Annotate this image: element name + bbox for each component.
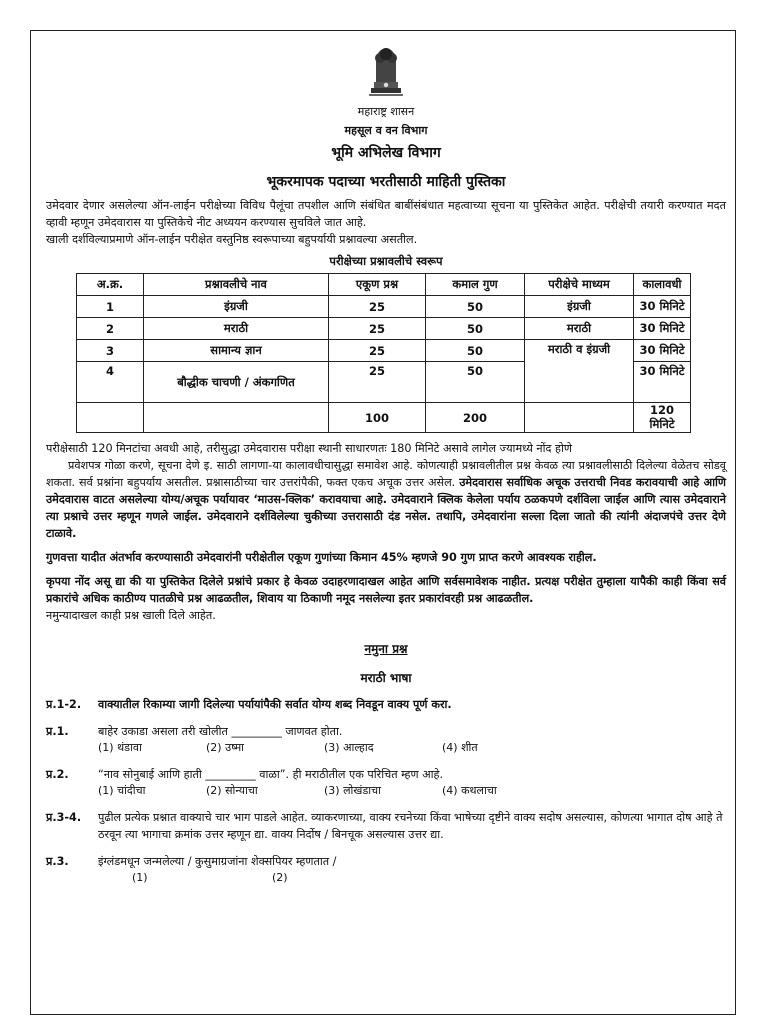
state-emblem-icon [363,40,409,98]
col-header-name: प्रश्नावलीचे नाव [144,274,329,296]
cell-name: मराठी [144,318,329,340]
exam-pattern-table [76,273,691,433]
cell-marks: 50 [426,340,525,362]
cell-questions: 25 [329,318,426,340]
question-2-options [98,783,726,799]
col-header-no: अ.क्र. [77,274,144,296]
language-heading: मराठी भाषा [360,671,412,685]
cell-medium: मराठी व इंग्रजी [525,340,634,403]
cell-marks: 50 [426,362,525,403]
table-row [77,318,691,340]
question-1-options [98,740,726,756]
cell-name: इंग्रजी [144,296,329,318]
question-number: प्र.1-2. [46,698,82,711]
time-paragraph [46,440,726,542]
question-text: इंग्लंडमधून जन्मलेल्या / कुसुमाग्रजांना शेक्सपियर म्हणतात / [98,855,337,868]
option-2: (2) उष्मा [206,741,245,754]
cell-marks: 50 [426,318,525,340]
note-paragraph: कृपया नोंद असू द्या की या पुस्तिकेत दिलेले प्रश्नांचे प्रकार हे केवळ उदाहरणादाखल आहेत आणि सर्वसमावेशक नाहीत. प्रत्यक्ष परीक्षेत तुम्हाला यापैकी काही किंवा सर्व प्रकारांचे अधिक काठीण्य पातळीचे प्रश्न आढळतील, शिवाय या ठिकाणी नमूद नसलेल्या इतर प्रकारांवरही प्रश्न आढळतील. [46,575,726,605]
table-header-row [77,274,691,296]
table-row [77,296,691,318]
office-name: भूमि अभिलेख विभाग [331,145,441,161]
time-line: परीक्षेसाठी 120 मिनटांचा अवधी आहे, तरीसुद्धा उमेदवारास परीक्षा स्थानी साधारणतः 180 मिनिटे असावे लागेल ज्यामध्ये नोंद होणे [46,442,572,455]
cell-name: सामान्य ज्ञान [144,340,329,362]
question-number: प्र.1. [46,725,69,738]
option-1: (1) थंडावा [98,741,142,754]
question-block-1-2 [46,696,726,713]
col-header-medium: परीक्षेचे माध्यम [525,274,634,296]
option-3: (3) आल्हाद [324,741,374,754]
total-marks: 200 [426,403,525,433]
question-2 [46,766,726,783]
intro-paragraph-1: उमेदवार देणार असलेल्या ऑन-लाईन परीक्षेच्या विविध पैलूंचा तपशील आणि संबंधित बाबींसंबंधात महत्वाच्या सूचना या पुस्तिकेत आहेत. परीक्षेची तयारी करण्यात मदत व्हावी म्हणून उमेदवारास या पुस्तिकेचे नीट अध्ययन करण्यास सुचविले जात आहे. [46,199,726,229]
cell-duration: 30 मिनिटे [634,340,691,362]
col-header-duration: कालावधी [634,274,691,296]
question-text: बाहेर उकाडा असला तरी खोलीत _________ जाणवत होता. [98,725,343,738]
question-number: प्र.3-4. [46,811,82,824]
question-number: प्र.2. [46,768,69,781]
total-duration: 120 मिनिटे [634,403,691,433]
table-caption: परीक्षेच्या प्रश्नावलीचे स्वरूप [329,254,443,268]
total-questions: 100 [329,403,426,433]
cell-marks: 50 [426,296,525,318]
col-header-marks: कमाल गुण [426,274,525,296]
cell-questions: 25 [329,296,426,318]
booklet-title: भूकरमापक पदाच्या भरतीसाठी माहिती पुस्तिका [266,174,506,190]
cell-questions: 25 [329,340,426,362]
option-4: (4) कथलाचा [442,784,497,797]
col-header-questions: एकूण प्रश्न [329,274,426,296]
instructions-bold-text: उमेदवारास सर्वाधिक अचूक उत्तराची निवड करावयाची आहे आणि उमेदवारास वाटत असलेल्या योग्य/अचूक पर्यायावर ‘माउस-क्लिक’ करावयाचा आहे. उमेदवाराने क्लिक केलेला पर्याय ठळकपणे दर्शविला जाईल आणि त्यास उमेदवाराने त्या प्रश्नाचे उत्तर म्हणून गणले जाईल. उमेदवाराने दर्शविलेल्या चुकीच्या उत्तरासाठी दंड नसेल. तथापि, उमेदवारांना सल्ला दिला जातो की त्यांनी अंदाजपंचे उत्तर देणे टाळावे. [46,476,726,540]
intro-paragraph-2: खाली दर्शविल्याप्रमाणे ऑन-लाईन परीक्षेत वस्तुनिष्ठ स्वरूपाच्या बहुपर्यायी प्रश्नावल्या असतील. [46,233,418,246]
option-3: (3) लोखंडाचा [324,784,381,797]
department-name: महसूल व वन विभाग [344,124,428,137]
sample-intro: नमुन्यादाखल काही प्रश्न खाली दिले आहेत. [46,609,216,622]
cell-no: 2 [77,318,144,340]
instructions-text: प्रवेशपत्र गोळा करणे, सूचना देणे इ. साठी लागणा-या कालावधीचासुद्धा समावेश आहे. कोणत्याही प्रश्नावलीतील प्रश्न केवळ त्या प्रश्नावलीसाठी दिलेल्या वेळेतच सोडवू शकता. सर्व प्रश्नांना बहुपर्याय असतील. प्रश्नासाठीच्या चार उत्तरांपैकी, फक्त एकच अचूक उत्तर असेल. [46,459,726,489]
cell-duration: 30 मिनिटे [634,362,691,403]
cell-questions: 25 [329,362,426,403]
question-text: पुढील प्रत्येक प्रश्नात वाक्याचे चार भाग पाडले आहेत. व्याकरणाच्या, वाक्य रचनेच्या किंवा भाषेच्या दृष्टीने वाक्य सदोष असल्यास, कोणत्या भागात दोष आहे ते ठरवून त्या भागाचा क्रमांक उत्तर म्हणून द्या. वाक्य निर्दोष / बिनचूक असल्यास उत्तर द्या. [98,811,723,841]
question-3-4 [46,809,726,843]
cell-no: 3 [77,340,144,362]
question-text: वाक्यातील रिकाम्या जागी दिलेल्या पर्यायांपैकी सर्वात योग्य शब्द निवडून वाक्य पूर्ण करा. [98,698,452,711]
cell-medium: इंग्रजी [525,296,634,318]
question-1 [46,723,726,740]
government-name: महाराष्ट्र शासन [357,105,415,118]
sample-heading: नमुना प्रश्न [364,642,408,656]
option-1: (1) चांदीचा [98,784,146,797]
table-row [77,340,691,362]
option-4: (4) शीत [442,741,478,754]
option-2: (2) सोन्याचा [206,784,258,797]
cell-medium: मराठी [525,318,634,340]
question-3-options [98,870,726,886]
cell-name: बौद्धीक चाचणी / अंकगणित [144,362,329,403]
part-2: (2) [272,871,288,884]
question-3 [46,853,726,870]
cell-no: 1 [77,296,144,318]
document-body [46,40,726,886]
cell-duration: 30 मिनिटे [634,318,691,340]
question-text: “नाव सोनुबाई आणि हाती _________ वाळा”. ही मराठीतील एक परिचित म्हण आहे. [98,768,444,781]
part-1: (1) [132,871,148,884]
table-total-row [77,403,691,433]
question-number: प्र.3. [46,855,69,868]
merit-paragraph: गुणवत्ता यादीत अंतर्भाव करण्यासाठी उमेदवारांनी परीक्षेतील एकूण गुणांच्या किमान 45% म्हणजे 90 गुण प्राप्त करणे आवश्यक राहील. [46,551,597,564]
cell-no: 4 [77,362,144,403]
cell-duration: 30 मिनिटे [634,296,691,318]
